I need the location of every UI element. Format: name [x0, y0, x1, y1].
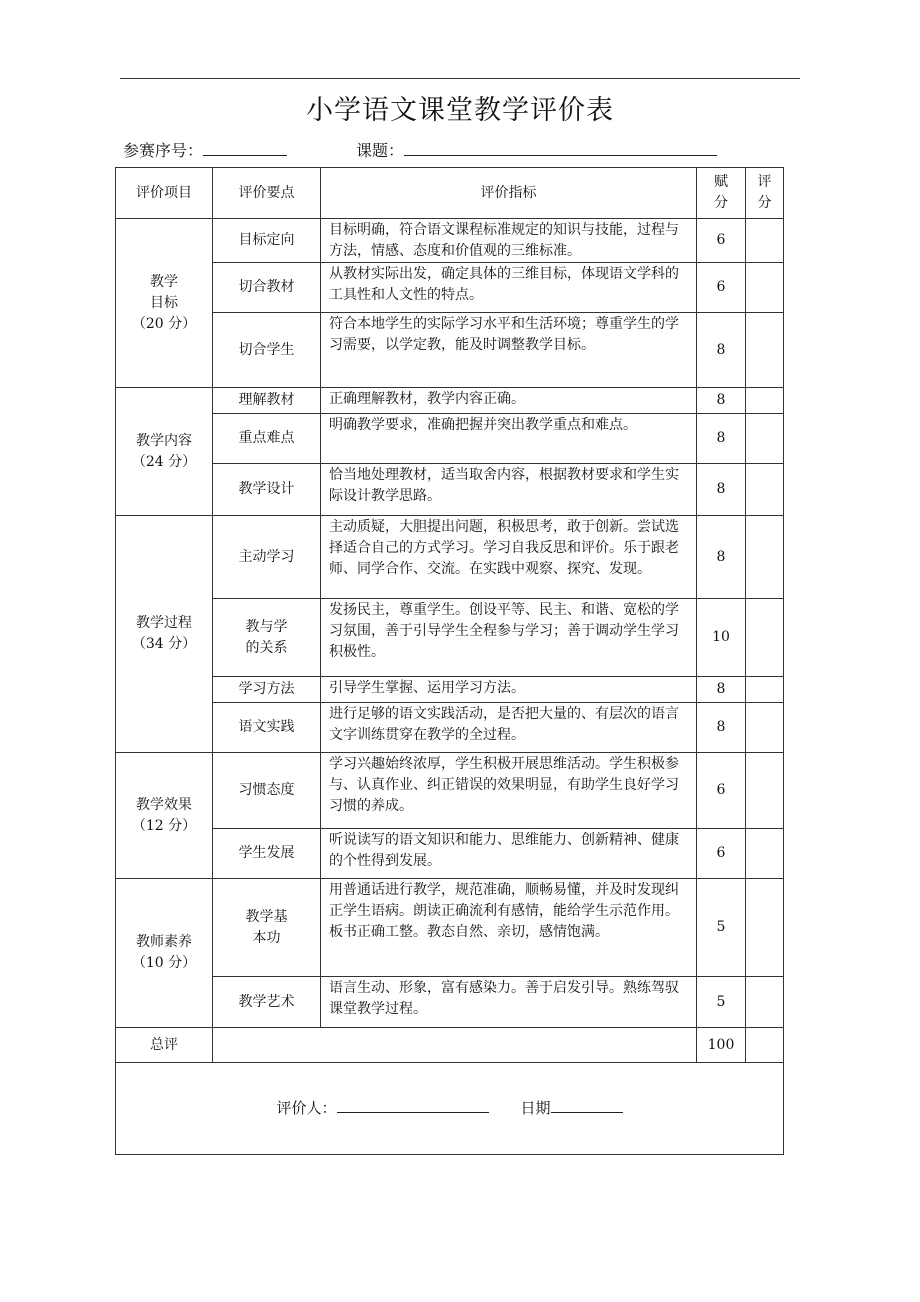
score-input-cell[interactable]: [746, 599, 784, 677]
date-blank[interactable]: [551, 1098, 623, 1113]
header-item: 评价项目: [116, 168, 213, 219]
point-cell: 主动学习: [213, 516, 321, 599]
indicator-text: 进行足够的语文实践活动，是否把大量的、有层次的语言文字训练贯穿在教学的全过程。: [329, 706, 679, 743]
score-input-cell[interactable]: [746, 516, 784, 599]
indicator-cell: [321, 677, 697, 703]
score-input-cell[interactable]: [746, 829, 784, 879]
section-weight: （10 分）: [131, 955, 197, 971]
point-cell: 理解教材: [213, 388, 321, 414]
header-indicator: 评价指标: [321, 168, 697, 219]
table-row: [116, 677, 784, 703]
lesson-topic-blank[interactable]: [404, 141, 717, 156]
contest-number-field: [123, 138, 287, 161]
header-max-score: [697, 168, 746, 219]
total-score-input[interactable]: [746, 1028, 784, 1063]
table-row: [116, 414, 784, 464]
score-input-cell[interactable]: [746, 753, 784, 829]
table-row: [116, 599, 784, 677]
section-weight: （20 分）: [131, 315, 197, 332]
point-cell: 学生发展: [213, 829, 321, 879]
max-score-cell: 8: [697, 677, 746, 703]
indicator-cell: [321, 703, 697, 753]
total-label: 总评: [116, 1028, 213, 1063]
indicator-text: 目标明确，符合语文课程标准规定的知识与技能，过程与方法，情感、态度和价值观的三维标准。: [329, 222, 679, 259]
indicator-cell: [321, 388, 697, 414]
indicator-text: 明确教学要求，准确把握并突出教学重点和难点。: [329, 417, 637, 433]
indicator-text: 用普通话进行教学，规范准确，顺畅易懂，并及时发现纠正学生语病。朗读正确流利有感情，能给学生示范作用。板书正确工整。教态自然、亲切，感情饱满。: [329, 882, 679, 940]
max-score-cell: 10: [697, 599, 746, 677]
score-input-cell[interactable]: [746, 677, 784, 703]
evaluator-blank[interactable]: [337, 1098, 489, 1113]
section-name: 教学过程: [136, 615, 192, 631]
point-cell: [213, 599, 321, 677]
indicator-cell: [321, 263, 697, 313]
table-row: [116, 263, 784, 313]
point-cell: 切合教材: [213, 263, 321, 313]
section-name: 教学目标: [150, 273, 178, 311]
indicator-cell: [321, 753, 697, 829]
max-score-cell: 6: [697, 219, 746, 263]
indicator-cell: [321, 977, 697, 1028]
indicator-cell: [321, 516, 697, 599]
score-input-cell[interactable]: [746, 263, 784, 313]
indicator-cell: [321, 464, 697, 516]
indicator-text: 听说读写的语文知识和能力、思维能力、创新精神、健康的个性得到发展。: [329, 832, 679, 869]
indicator-text: 语言生动、形象，富有感染力。善于启发引导。熟练驾驭课堂教学过程。: [329, 980, 679, 1017]
table-row: [116, 879, 784, 977]
score-input-cell[interactable]: [746, 703, 784, 753]
point-text: 教与学的关系: [245, 618, 288, 656]
table-row: [116, 388, 784, 414]
total-comment-cell[interactable]: [213, 1028, 697, 1063]
signature-cell: [116, 1063, 784, 1155]
max-score-cell: 8: [697, 388, 746, 414]
section-cell: [116, 388, 213, 516]
table-row: [116, 464, 784, 516]
score-input-cell[interactable]: [746, 414, 784, 464]
section-cell: [116, 219, 213, 388]
point-cell: [213, 879, 321, 977]
max-score-cell: 8: [697, 703, 746, 753]
max-score-cell: 8: [697, 414, 746, 464]
indicator-text: 发扬民主，尊重学生。创设平等、民主、和谐、宽松的学习氛围，善于引导学生全程参与学习；善于调动学生学习积极性。: [329, 602, 679, 660]
point-text: 教学基本功: [245, 908, 288, 946]
table-row: [116, 313, 784, 388]
header-score-label: 评分: [757, 174, 772, 211]
max-score-cell: 5: [697, 879, 746, 977]
indicator-cell: [321, 879, 697, 977]
max-score-cell: 6: [697, 829, 746, 879]
indicator-cell: [321, 313, 697, 388]
indicator-text: 从教材实际出发，确定具体的三维目标，体现语文学科的工具性和人文性的特点。: [329, 266, 679, 303]
indicator-cell: [321, 219, 697, 263]
max-score-cell: 5: [697, 977, 746, 1028]
indicator-text: 符合本地学生的实际学习水平和生活环境；尊重学生的学习需要，以学定教，能及时调整教学目标。: [329, 316, 679, 353]
section-weight: （24 分）: [131, 453, 197, 470]
table-row: [116, 977, 784, 1028]
contest-number-label: 参赛序号：: [123, 141, 204, 160]
total-row: [116, 1028, 784, 1063]
score-input-cell[interactable]: [746, 219, 784, 263]
table-row: [116, 753, 784, 829]
indicator-cell: [321, 829, 697, 879]
max-score-cell: 6: [697, 263, 746, 313]
indicator-text: 学习兴趣始终浓厚，学生积极开展思维活动。学生积极参与、认真作业、纠正错误的效果明显，有助学生良好学习习惯的养成。: [329, 756, 679, 814]
section-name: 教学效果: [136, 796, 192, 813]
signature-row: [116, 1063, 784, 1155]
lesson-topic-label: 课题：: [356, 141, 405, 160]
score-input-cell[interactable]: [746, 464, 784, 516]
header-row: [116, 168, 784, 219]
lesson-topic-field: [356, 138, 717, 161]
evaluator-label: 评价人：: [276, 1099, 337, 1117]
date-label: 日期: [520, 1099, 551, 1117]
point-cell: 教学艺术: [213, 977, 321, 1028]
score-input-cell[interactable]: [746, 388, 784, 414]
table-row: [116, 219, 784, 263]
evaluation-table: [115, 167, 784, 1155]
section-weight: （12 分）: [131, 817, 197, 834]
page-title: 小学语文课堂教学评价表: [306, 95, 614, 126]
section-weight: （34 分）: [131, 636, 197, 652]
max-score-cell: 6: [697, 753, 746, 829]
section-name: 教学内容: [136, 432, 192, 449]
indicator-cell: [321, 599, 697, 677]
indicator-cell: [321, 414, 697, 464]
top-rule: [120, 78, 800, 79]
section-cell: [116, 753, 213, 879]
point-cell: 学习方法: [213, 677, 321, 703]
indicator-text: 主动质疑，大胆提出问题，积极思考，敢于创新。尝试选择适合自己的方式学习。学习自我反思和评价。乐于跟老师、同学合作、交流。在实践中观察、探究、发现。: [329, 519, 679, 577]
max-score-cell: 8: [697, 516, 746, 599]
point-cell: 语文实践: [213, 703, 321, 753]
contest-number-blank[interactable]: [203, 141, 287, 156]
indicator-text: 引导学生掌握、运用学习方法。: [329, 680, 525, 696]
section-cell: [116, 879, 213, 1028]
point-cell: 切合学生: [213, 313, 321, 388]
total-max-score: 100: [697, 1028, 746, 1063]
section-cell: [116, 516, 213, 753]
max-score-cell: 8: [697, 313, 746, 388]
header-point: 评价要点: [213, 168, 321, 219]
section-name: 教师素养: [136, 934, 192, 950]
max-score-cell: 8: [697, 464, 746, 516]
score-input-cell[interactable]: [746, 977, 784, 1028]
point-cell: 目标定向: [213, 219, 321, 263]
header-score: [746, 168, 784, 219]
point-cell: 习惯态度: [213, 753, 321, 829]
table-row: [116, 703, 784, 753]
indicator-text: 正确理解教材，教学内容正确。: [329, 391, 525, 407]
indicator-text: 恰当地处理教材，适当取舍内容，根据教材要求和学生实际设计教学思路。: [329, 467, 679, 504]
point-cell: 教学设计: [213, 464, 321, 516]
table-row: [116, 516, 784, 599]
score-input-cell[interactable]: [746, 879, 784, 977]
header-max-label: 赋分: [714, 174, 728, 211]
point-cell: 重点难点: [213, 414, 321, 464]
score-input-cell[interactable]: [746, 313, 784, 388]
table-row: [116, 829, 784, 879]
